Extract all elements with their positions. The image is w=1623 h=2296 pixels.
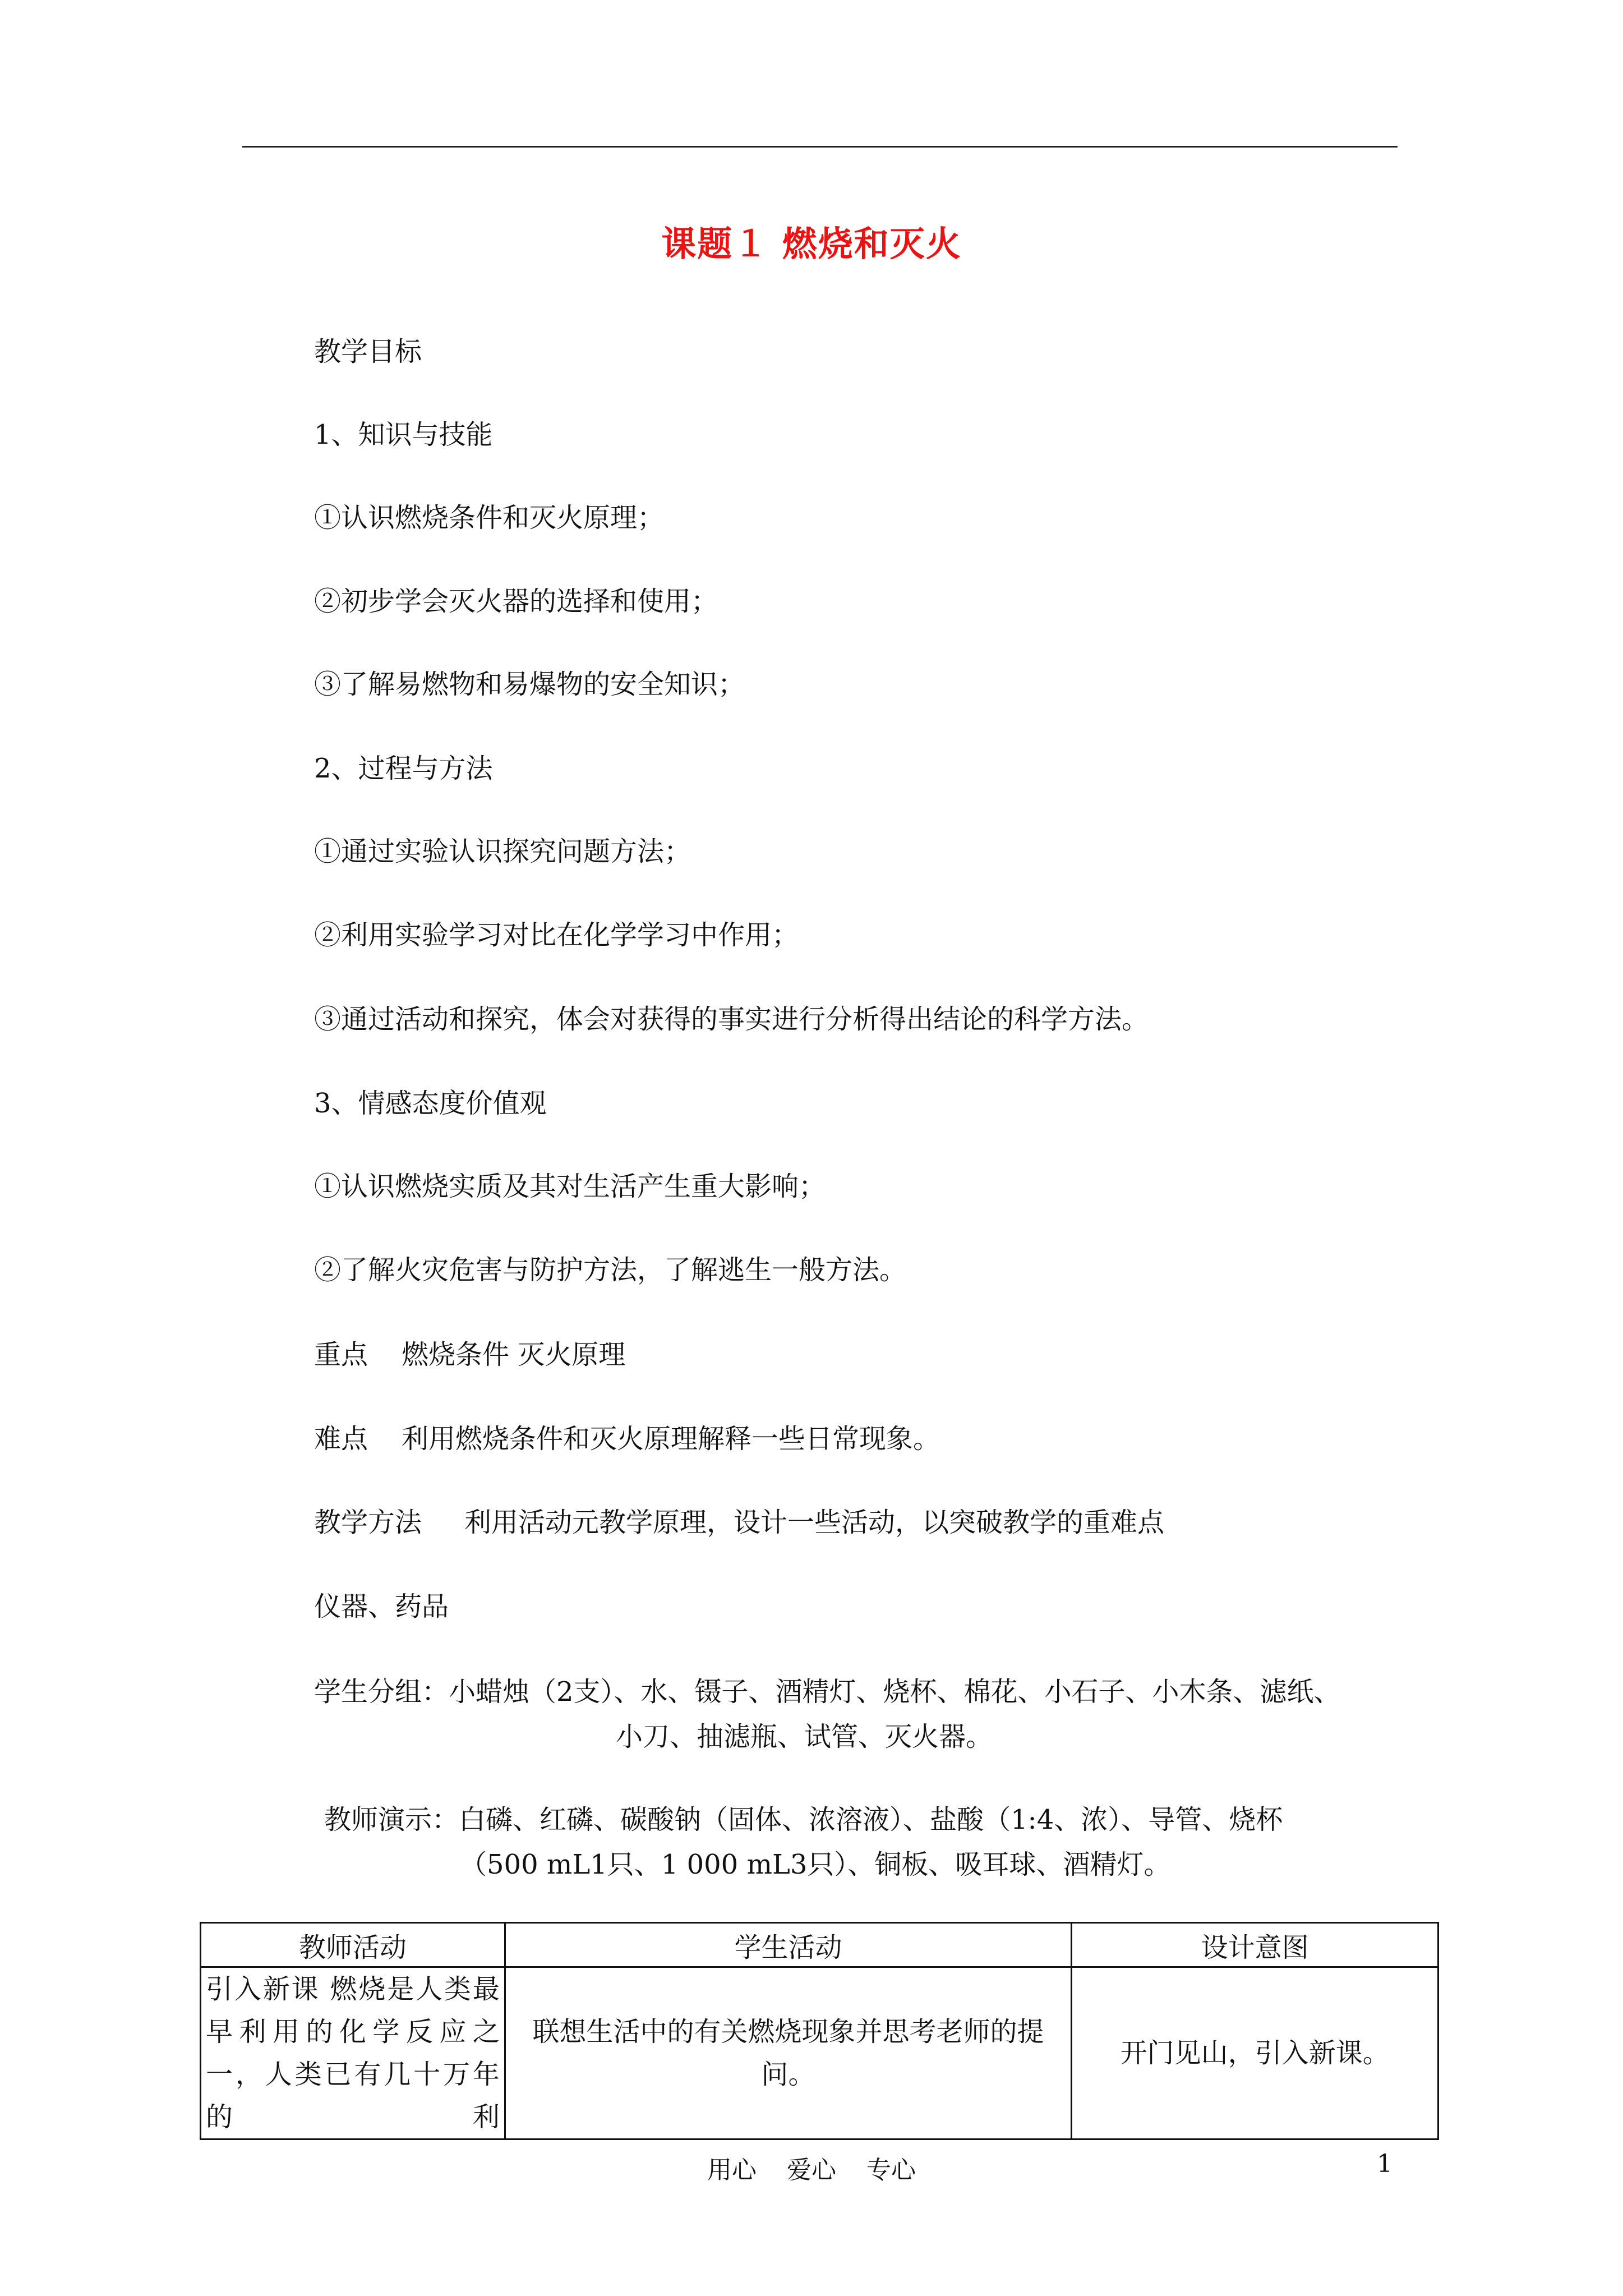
method-label: 教学方法 [314,1507,422,1538]
activity-table [200,1922,1439,2140]
table-header-row [201,1923,1438,1967]
teacher-demo-line-2: （500 mL1只、1 000 mL3只）、铜板、吸耳球、酒精灯。 [460,1849,1171,1880]
header-teacher-activity: 教师活动 [201,1923,505,1967]
section2-heading: 2、过程与方法 [314,753,493,784]
table-row [201,1967,1438,2139]
section1-item-1: ①认识燃烧条件和灭火原理； [314,502,665,533]
objectives-heading: 教学目标 [314,336,422,367]
section1-heading: 1、知识与技能 [314,419,493,450]
section1-item-3: ③了解易燃物和易爆物的安全知识； [314,669,745,700]
key-points-text: 燃烧条件 灭火原理 [402,1339,626,1370]
cell-teacher-activity: 引入新课 燃烧是人类最早利用的化学反应之一，人类已有几十万年的利 [201,1967,505,2139]
page-title: 课题１ 燃烧和灭火 [661,223,962,264]
teacher-demo-line-1: 教师演示：白磷、红磷、碳酸钠（固体、浓溶液）、盐酸（1:4、浓）、导管、烧杯 [324,1804,1283,1835]
difficulty-line [314,1422,940,1456]
section3-item-2: ②了解火灾危害与防护方法，了解逃生一般方法。 [314,1254,907,1286]
cell-student-activity: 联想生活中的有关燃烧现象并思考老师的提问。 [505,1967,1071,2139]
difficulty-text: 利用燃烧条件和灭火原理解释一些日常现象。 [402,1423,940,1455]
page-number: 1 [1377,2150,1393,2178]
key-points-label: 重点 [314,1339,368,1370]
footer-motto: 用心 爱心 专心 [707,2156,916,2184]
header-design-intent: 设计意图 [1072,1923,1438,1967]
method-line [314,1506,1164,1539]
equipment-heading: 仪器、药品 [314,1591,449,1622]
cell-design-intent: 开门见山，引入新课。 [1072,1967,1438,2139]
student-group-line-2: 小刀、抽滤瓶、试管、灭火器。 [616,1721,993,1752]
method-text: 利用活动元教学原理，设计一些活动，以突破教学的重难点 [464,1507,1165,1538]
section2-item-2: ②利用实验学习对比在化学学习中作用； [314,919,799,951]
section3-item-1: ①认识燃烧实质及其对生活产生重大影响； [314,1171,826,1202]
difficulty-label: 难点 [314,1423,368,1455]
section2-item-1: ①通过实验认识探究问题方法； [314,836,691,867]
header-rule [242,146,1398,148]
section1-item-2: ②初步学会灭火器的选择和使用； [314,586,718,617]
section3-heading: 3、情感态度价值观 [314,1088,547,1119]
student-group-line-1: 学生分组：小蜡烛（2支）、水、镊子、酒精灯、烧杯、棉花、小石子、小木条、滤纸、 [314,1676,1341,1708]
key-points-line [314,1338,625,1372]
section2-item-3: ③通过活动和探究，体会对获得的事实进行分析得出结论的科学方法。 [314,1004,1149,1035]
header-student-activity: 学生活动 [505,1923,1071,1967]
